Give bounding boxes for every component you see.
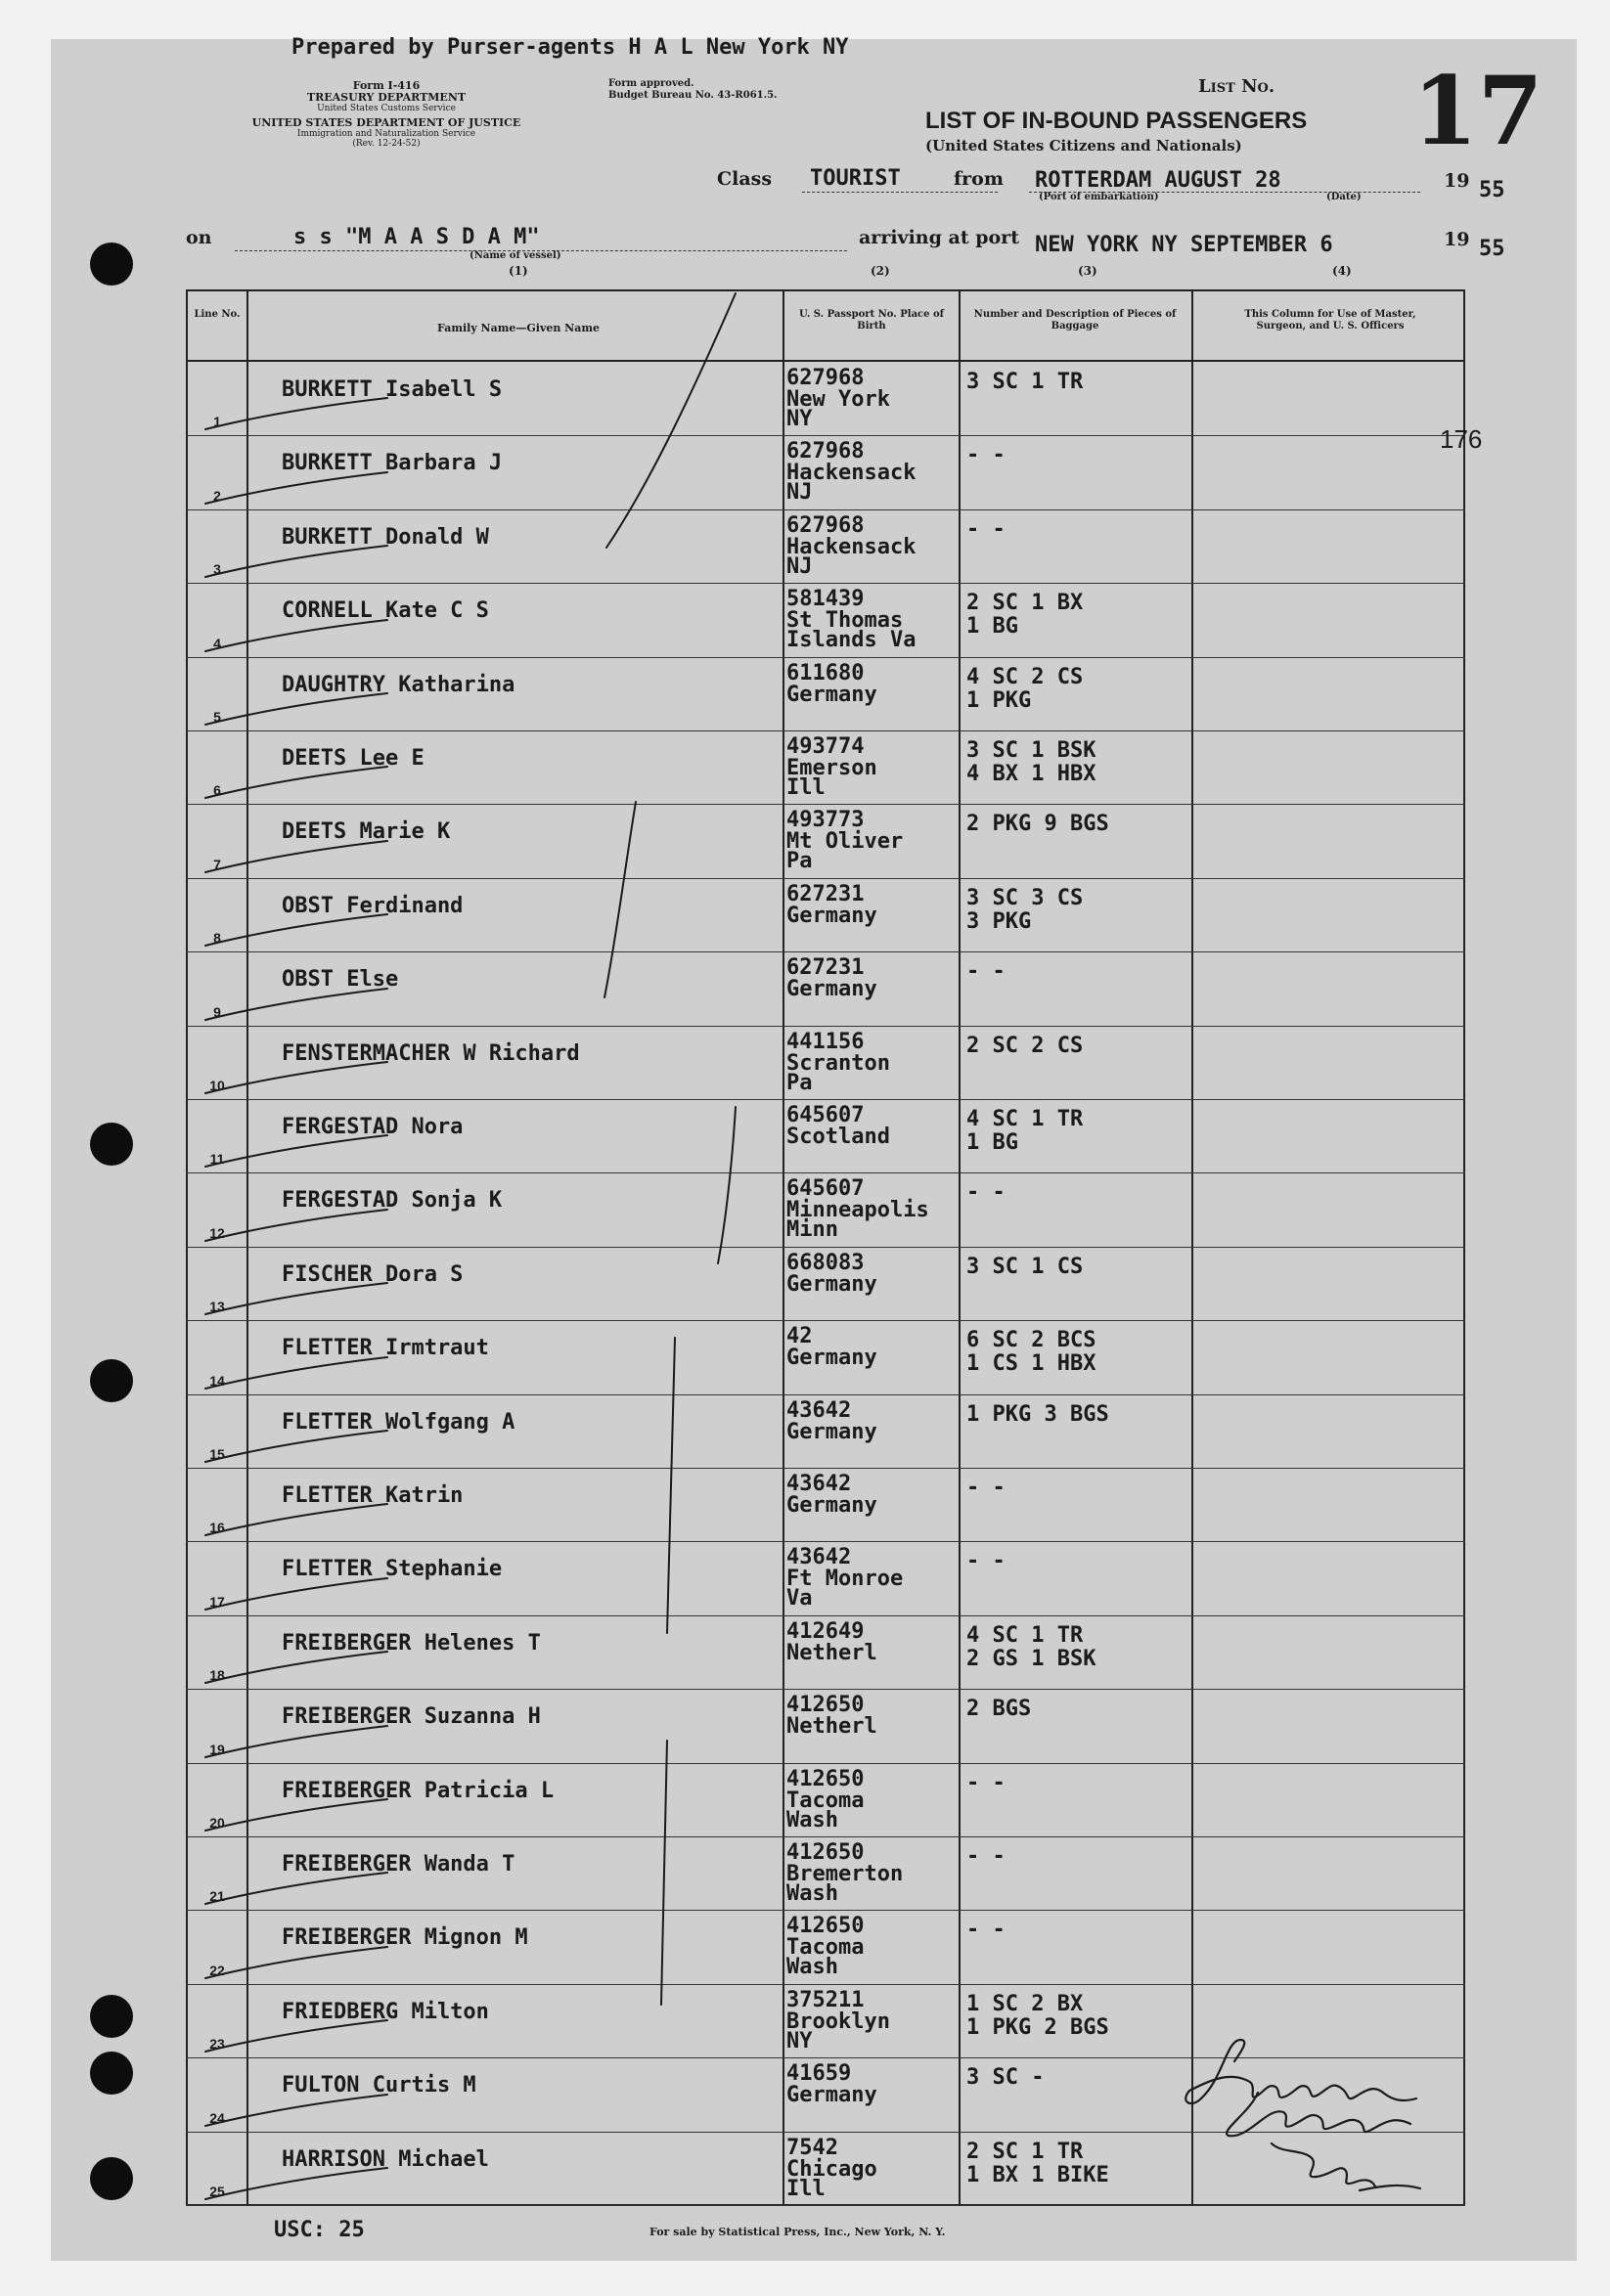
row-passenger-name: FENSTERMACHER W Richard <box>282 1040 580 1066</box>
row-line-number: 12 <box>209 1224 225 1241</box>
row-line-number: 1 <box>213 414 221 430</box>
row-line-number: 7 <box>213 856 221 872</box>
row-passport-number: 412650 <box>786 1766 865 1791</box>
row-passport-number: 627231 <box>786 881 865 906</box>
row-line-number: 15 <box>209 1446 225 1462</box>
row-line-number: 9 <box>213 1003 221 1020</box>
row-passport-number: 43642 <box>786 1545 852 1570</box>
row-birth-place: Chicago <box>786 2156 877 2182</box>
row-passport-number: 493774 <box>786 734 865 759</box>
row-birth-place-2: Wash <box>786 1881 838 1906</box>
row-passport-number: 375211 <box>786 1987 865 2012</box>
row-baggage: - - <box>966 443 1006 468</box>
officer-signature <box>1360 2186 1420 2190</box>
row-birth-place-2: Pa <box>786 849 813 874</box>
row-passport-number: 581439 <box>786 587 865 612</box>
row-baggage: 1 SC 2 BX <box>966 1991 1084 2016</box>
row-line-number: 21 <box>209 1888 225 1905</box>
row-passenger-name: CORNELL Kate C S <box>282 598 489 624</box>
row-line-number: 10 <box>209 1078 225 1093</box>
form-approved: Form approved. Budget Bureau No. 43-R061.5. <box>608 78 778 101</box>
row-passenger-name: FULTON Curtis M <box>282 2073 476 2098</box>
row-passport-number: 412650 <box>786 1914 865 1939</box>
row-passport-number: 42 <box>786 1324 813 1349</box>
arrival-year-prefix: 19 <box>1444 229 1470 250</box>
row-birth-place: St Thomas <box>786 608 904 634</box>
row-passport-number: 627968 <box>786 439 865 464</box>
arrival-value: NEW YORK NY SEPTEMBER 6 <box>1035 233 1333 257</box>
row-passenger-name: FREIBERGER Patricia L <box>282 1778 555 1803</box>
row-passenger-name: DEETS Marie K <box>282 819 451 845</box>
col-num-1: (1) <box>509 264 528 278</box>
treasury-dept: TREASURY DEPARTMENT <box>306 91 467 104</box>
row-line-number: 22 <box>209 1962 225 1978</box>
row-line-number: 3 <box>213 561 221 578</box>
document-subtitle: (United States Citizens and Nationals) <box>925 137 1242 155</box>
row-birth-place: Bremerton <box>786 1862 904 1886</box>
row-birth-place-2: Wash <box>786 1807 838 1832</box>
row-passport-number: 7542 <box>786 2135 838 2160</box>
row-birth-place-2: Ill <box>786 775 826 800</box>
row-baggage: 4 SC 1 TR <box>966 1622 1084 1648</box>
from-label: from <box>954 168 1004 190</box>
row-line-number: 19 <box>209 1741 225 1757</box>
form-revision: (Rev. 12-24-52) <box>352 139 421 149</box>
row-passenger-name: DAUGHTRY Katharina <box>282 672 515 697</box>
row-line-number: 24 <box>209 2109 225 2126</box>
justice-dept: UNITED STATES DEPARTMENT OF JUSTICE <box>251 116 521 129</box>
row-passport-number: 43642 <box>786 1472 852 1496</box>
row-passenger-name: BURKETT Barbara J <box>282 451 503 476</box>
row-birth-place-2: NY <box>786 407 813 431</box>
row-passenger-name: OBST Else <box>282 967 399 993</box>
row-birth-place-2: Wash <box>786 1955 838 1980</box>
pen-stroke <box>661 1741 667 2005</box>
col-header-passport: U. S. Passport No. Place of Birth <box>799 309 944 331</box>
col-header-name: Family Name—Given Name <box>437 322 600 334</box>
row-baggage: 3 SC 3 CS <box>966 885 1084 910</box>
row-line-number: 17 <box>209 1593 225 1610</box>
officer-signature <box>1227 2093 1410 2136</box>
row-birth-place-2: Minn <box>786 1217 838 1243</box>
row-birth-place: New York <box>786 387 890 412</box>
row-line-number: 4 <box>213 635 221 651</box>
col-num-3: (3) <box>1078 264 1097 278</box>
row-baggage: 1 PKG 3 BGS <box>966 1401 1109 1427</box>
row-passenger-name: FERGESTAD Nora <box>282 1115 464 1139</box>
row-passport-number: 627968 <box>786 512 865 538</box>
col-header-line-no: Line No. <box>194 309 241 320</box>
row-passport-number: 611680 <box>786 660 865 685</box>
col-num-2: (2) <box>871 264 890 278</box>
row-birth-place: Brooklyn <box>786 2009 890 2034</box>
row-baggage-2: 1 PKG 2 BGS <box>966 2014 1109 2040</box>
row-birth-place-2: Islands Va <box>786 628 917 653</box>
row-baggage: 2 SC 2 CS <box>966 1033 1084 1058</box>
row-baggage: - - <box>966 516 1006 542</box>
from-value: ROTTERDAM AUGUST 28 <box>1035 168 1281 193</box>
row-passenger-name: FISCHER Dora S <box>282 1261 464 1287</box>
port-note: (Port of embarkation) <box>1039 192 1159 202</box>
list-number: 17 <box>1412 56 1543 166</box>
row-birth-place: Germany <box>786 1346 877 1371</box>
class-value: TOURIST <box>810 166 901 191</box>
row-baggage: - - <box>966 1770 1006 1795</box>
row-baggage: 4 SC 2 CS <box>966 664 1084 689</box>
row-passenger-name: OBST Ferdinand <box>282 893 464 918</box>
row-birth-place: Scranton <box>786 1050 890 1076</box>
row-birth-place: Germany <box>786 903 877 928</box>
row-birth-place: Germany <box>786 977 877 1002</box>
row-passport-number: 412650 <box>786 1840 865 1865</box>
row-baggage: 2 SC 1 BX <box>966 591 1084 616</box>
row-line-number: 20 <box>209 1815 225 1831</box>
row-baggage-2: 1 BX 1 BIKE <box>966 2162 1109 2187</box>
year-suffix: 55 <box>1479 178 1505 202</box>
row-baggage-2: 1 BG <box>966 1130 1018 1155</box>
row-baggage: 2 BGS <box>966 1697 1032 1722</box>
pen-stroke <box>667 1338 675 1633</box>
pen-stroke <box>718 1107 736 1263</box>
form-number: Form I-416 <box>352 79 421 92</box>
row-passenger-name: BURKETT Isabell S <box>282 377 503 402</box>
vessel-note: (Name of vessel) <box>470 250 561 261</box>
row-passport-number: 43642 <box>786 1397 852 1423</box>
row-baggage-2: 1 BG <box>966 614 1018 640</box>
document-title: LIST OF IN-BOUND PASSENGERS <box>925 108 1308 134</box>
pen-stroke <box>606 293 736 548</box>
row-birth-place-2: Pa <box>786 1070 813 1095</box>
row-line-number: 6 <box>213 782 221 799</box>
row-birth-place-2: NJ <box>786 480 813 506</box>
row-line-number: 8 <box>213 930 221 947</box>
list-no-label: List No. <box>1198 76 1275 97</box>
arriving-label: arriving at port <box>859 227 1019 248</box>
col-header-officers: This Column for Use of Master, Surgeon, and U. S. Officers <box>1244 309 1416 331</box>
row-passenger-name: FREIBERGER Mignon M <box>282 1925 528 1951</box>
row-birth-place: Minneapolis <box>786 1198 929 1223</box>
row-baggage: 2 SC 1 TR <box>966 2139 1084 2164</box>
row-baggage: 3 SC 1 TR <box>966 370 1084 394</box>
row-line-number: 16 <box>209 1520 225 1536</box>
customs-service: United States Customs Service <box>317 104 456 113</box>
row-passenger-name: FREIBERGER Helenes T <box>282 1630 541 1656</box>
row-baggage: - - <box>966 1476 1006 1500</box>
row-birth-place: Netherl <box>786 1714 877 1740</box>
ins-service: Immigration and Naturalization Service <box>296 129 476 139</box>
row-line-number: 23 <box>209 2036 225 2053</box>
year-prefix: 19 <box>1444 170 1470 192</box>
row-passenger-name: FREIBERGER Suzanna H <box>282 1704 541 1730</box>
row-birth-place: Ft Monroe <box>786 1567 904 1592</box>
row-baggage: - - <box>966 1844 1006 1869</box>
row-line-number: 13 <box>209 1299 225 1315</box>
row-baggage: 3 SC 1 BSK <box>966 738 1096 763</box>
row-birth-place: Germany <box>786 2083 877 2108</box>
row-birth-place: Scotland <box>786 1125 890 1149</box>
row-passport-number: 645607 <box>786 1103 865 1127</box>
on-label: on <box>186 227 212 248</box>
row-baggage-2: 1 CS 1 HBX <box>966 1351 1096 1377</box>
row-baggage: 3 SC - <box>966 2065 1045 2091</box>
row-birth-place: Tacoma <box>786 1935 865 1961</box>
row-line-number: 11 <box>209 1151 225 1168</box>
officer-signature <box>1185 2040 1416 2103</box>
row-passport-number: 441156 <box>786 1029 865 1054</box>
row-birth-place: Hackensack <box>786 534 917 559</box>
prepared-by-line: Prepared by Purser-agents H A L New York NY <box>291 35 849 60</box>
row-birth-place-2: NY <box>786 2028 813 2053</box>
row-baggage-2: 1 PKG <box>966 687 1032 713</box>
row-baggage-2: 3 PKG <box>966 908 1032 934</box>
row-baggage: 6 SC 2 BCS <box>966 1328 1096 1353</box>
row-baggage: 3 SC 1 CS <box>966 1254 1084 1279</box>
col-header-baggage: Number and Description of Pieces of Baggage <box>973 309 1177 331</box>
row-line-number: 2 <box>213 487 221 504</box>
row-baggage: - - <box>966 1918 1006 1943</box>
row-baggage: - - <box>966 959 1006 985</box>
row-birth-place-2: Ill <box>786 2176 826 2201</box>
row-passport-number: 627968 <box>786 366 865 390</box>
row-birth-place: Germany <box>786 1493 877 1518</box>
row-birth-place-2: NJ <box>786 553 813 579</box>
row-line-number: 25 <box>209 2184 225 2199</box>
row-line-number: 5 <box>213 709 221 725</box>
row-passenger-name: FREIBERGER Wanda T <box>282 1852 515 1877</box>
row-passport-number: 645607 <box>786 1176 865 1202</box>
row-baggage: - - <box>966 1549 1006 1574</box>
row-birth-place: Hackensack <box>786 461 917 486</box>
row-baggage-2: 4 BX 1 HBX <box>966 762 1096 786</box>
printer-note: For sale by Statistical Press, Inc., New York, N. Y. <box>649 2226 946 2238</box>
row-birth-place: Emerson <box>786 756 877 780</box>
officer-signature <box>1272 2143 1375 2186</box>
row-birth-place: Germany <box>786 682 877 707</box>
row-birth-place: Mt Oliver <box>786 829 904 855</box>
row-passport-number: 627231 <box>786 955 865 981</box>
row-birth-place: Tacoma <box>786 1788 865 1813</box>
pen-stroke <box>604 802 636 997</box>
row-passport-number: 412649 <box>786 1618 865 1644</box>
row-passport-number: 668083 <box>786 1250 865 1275</box>
usc-count: USC: 25 <box>274 2218 365 2242</box>
row-passenger-name: FERGESTAD Sonja K <box>282 1188 503 1214</box>
row-passenger-name: FLETTER Wolfgang A <box>282 1409 515 1435</box>
row-passenger-name: FLETTER Katrin <box>282 1483 464 1508</box>
row-passenger-name: FRIEDBERG Milton <box>282 1999 489 2024</box>
row-line-number: 14 <box>209 1372 225 1389</box>
row-birth-place: Germany <box>786 1419 877 1444</box>
row-birth-place-2: Va <box>786 1586 813 1612</box>
row-passenger-name: BURKETT Donald W <box>282 524 489 550</box>
vessel-value: s s "M A A S D A M" <box>293 225 540 249</box>
class-label: Class <box>717 168 773 190</box>
margin-number: 176 <box>1440 424 1483 454</box>
row-passenger-name: HARRISON Michael <box>282 2146 489 2172</box>
row-birth-place: Germany <box>786 1271 877 1297</box>
row-baggage: 2 PKG 9 BGS <box>966 812 1109 837</box>
row-line-number: 18 <box>209 1667 225 1684</box>
row-passenger-name: FLETTER Irmtraut <box>282 1336 489 1361</box>
col-num-4: (4) <box>1332 264 1352 278</box>
row-passenger-name: FLETTER Stephanie <box>282 1557 503 1582</box>
row-baggage: - - <box>966 1180 1006 1206</box>
row-passport-number: 41659 <box>786 2061 852 2087</box>
row-baggage-2: 2 GS 1 BSK <box>966 1646 1096 1671</box>
row-baggage: 4 SC 1 TR <box>966 1107 1084 1131</box>
arrival-year-suffix: 55 <box>1479 237 1505 261</box>
row-passport-number: 412650 <box>786 1693 865 1718</box>
row-birth-place: Netherl <box>786 1640 877 1665</box>
row-passenger-name: DEETS Lee E <box>282 746 425 771</box>
row-passport-number: 493773 <box>786 808 865 833</box>
date-note: (Date) <box>1326 192 1362 202</box>
